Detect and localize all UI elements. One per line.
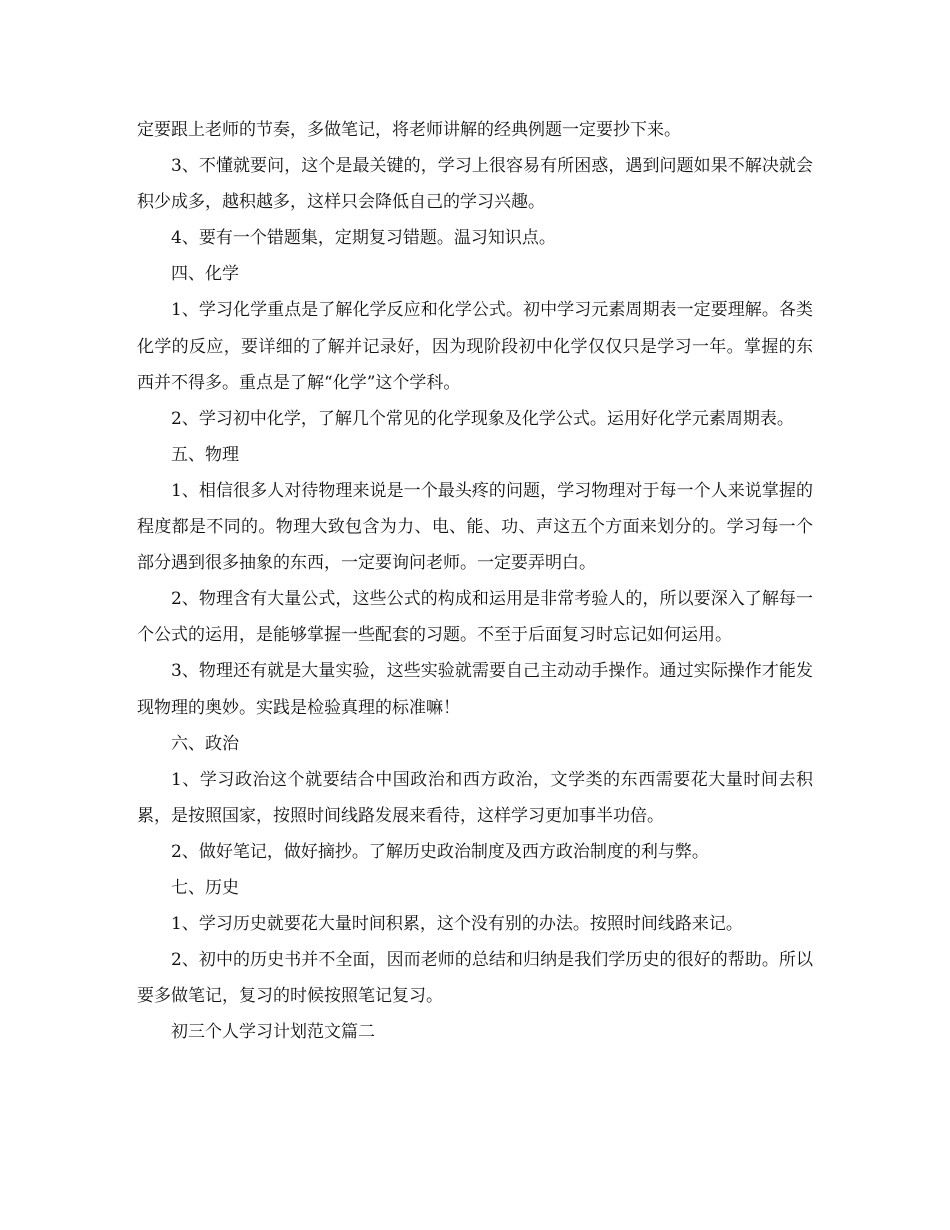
section-heading-chemistry: 四、化学 [171, 264, 239, 285]
paragraph-physics-3: 3、物理还有就是大量实验，这些实验就需要自己主动动手操作。通过实际操作才能发现物理的奥妙。实践是检验真理的标准嘛！ [137, 661, 813, 718]
section-heading-history: 七、历史 [171, 877, 239, 898]
paragraph-physics-2: 2、物理含有大量公式，这些公式的构成和运用是非常考验人的，所以要深入了解每一个公式的运用，是能够掌握一些配套的习题。不至于后面复习时忘记如何运用。 [137, 589, 813, 646]
document-body [137, 112, 813, 1050]
section-heading-physics: 五、物理 [171, 444, 239, 465]
paragraph-politics-2: 2、做好笔记，做好摘抄。了解历史政治制度及西方政治制度的利与弊。 [171, 841, 709, 862]
article-title-part-two: 初三个人学习计划范文篇二 [171, 1022, 375, 1043]
section-heading-politics: 六、政治 [171, 733, 239, 754]
paragraph-chemistry-2: 2、学习初中化学，了解几个常见的化学现象及化学公式。运用好化学元素周期表。 [171, 408, 794, 429]
paragraph-politics-1: 1、学习政治这个就要结合中国政治和西方政治，文学类的东西需要花大量时间去积累，是按照国家，按照时间线路发展来看待，这样学习更加事半功倍。 [137, 769, 813, 826]
paragraph-physics-1: 1、相信很多人对待物理来说是一个最头疼的问题，学习物理对于每一个人来说掌握的程度都是不同的。物理大致包含为力、电、能、功、声这五个方面来划分的。学习每一个部分遇到很多抽象的东西，一定要询问老师。一定要弄明白。 [137, 480, 813, 574]
paragraph-tip-3: 3、不懂就要问，这个是最关键的，学习上很容易有所困惑，遇到问题如果不解决就会积少成多，越积越多，这样只会降低自己的学习兴趣。 [137, 156, 813, 213]
paragraph-continuation: 定要跟上老师的节奏，多做笔记，将老师讲解的经典例题一定要抄下来。 [137, 120, 681, 140]
paragraph-history-1: 1、学习历史就要花大量时间积累，这个没有别的办法。按照时间线路来记。 [171, 914, 743, 935]
paragraph-tip-4: 4、要有一个错题集，定期复习错题。温习知识点。 [171, 228, 556, 249]
paragraph-chemistry-1: 1、学习化学重点是了解化学反应和化学公式。初中学习元素周期表一定要理解。各类化学的反应，要详细的了解并记录好，因为现阶段初中化学仅仅只是学习一年。掌握的东西并不得多。重点是了解“化学”这个学科。 [137, 300, 813, 393]
paragraph-history-2: 2、初中的历史书并不全面，因而老师的总结和归纳是我们学历史的很好的帮助。所以要多做笔记，复习的时候按照笔记复习。 [137, 950, 813, 1007]
